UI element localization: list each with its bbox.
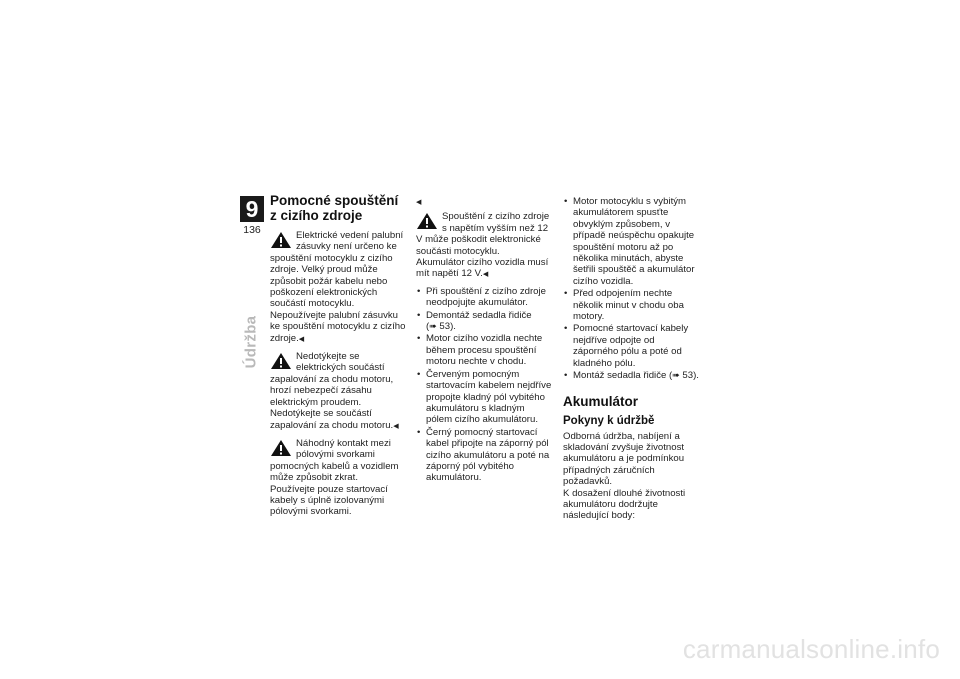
chapter-title: Údržba: [242, 315, 260, 369]
instruction-text: Nepoužívejte palubní zásuvku ke spouštění motocyklu z cizího zdroje.◀: [270, 309, 406, 344]
chapter-tab: [240, 196, 264, 222]
end-mark-icon: ◀: [393, 422, 399, 430]
end-mark-icon: ◀: [298, 335, 305, 343]
instruction-text-continued: Používejte pouze startovací kabely s úplně izolovanými pólovými svorkami.: [270, 483, 388, 518]
instruction-text: Nedotýkejte se součástí zapalování za chodu motoru.◀: [270, 408, 399, 431]
steps-list: [416, 286, 553, 484]
warning-triangle-icon: [270, 352, 292, 370]
list-item: • Motor motocyklu s vybitým akumulátorem spusťte obvyklým způsobem, v případě neúspěchu opakujte spouštění motoru až po několika minutách, abyste šetřili spouštěč a akumulátor cizího vozidla.: [563, 196, 701, 287]
warning-text: Spouštění z cizího zdroje s napětím vyšším než 12 V může poškodit elektronické součásti motocyklu.: [416, 211, 550, 257]
warning-block-voltage: [416, 211, 553, 257]
list-item: • Montáž sedadla řidiče (➠ 53).: [563, 370, 701, 381]
page-ref-link[interactable]: 53: [682, 370, 694, 382]
page-ref-arrow-icon: ➠: [429, 321, 437, 332]
page-number: 136: [243, 224, 261, 236]
warning-triangle-icon: [416, 212, 438, 230]
list-item: • Motor cizího vozidla nechte během procesu spouštění motoru nechte v chodu.: [416, 333, 553, 367]
steps-list: [563, 196, 701, 382]
watermark: carmanualsonline.info: [682, 634, 940, 664]
column-2: [416, 196, 553, 485]
instruction-text: Akumulátor cizího vozidla musí mít napětí 12 V.◀: [416, 257, 549, 280]
list-item: • Před odpojením nechte několik minut v chodu oba motory.: [563, 288, 701, 322]
warning-text: Elektrické vedení palubní zásuvky není určeno ke spouštění motocyklu z cizího zdroje. Velký proud může způsobit požár kabelu nebo poškození elektronických součástí motocyklu.: [270, 230, 404, 310]
list-item: • Červeným pomocným startovacím kabelem nejdříve propojte kladný pól vybitého akumulátoru s kladným pólem cizího akumulátoru.: [416, 369, 553, 426]
warning-block-socket: [270, 230, 407, 310]
warning-text: Náhodný kontakt mezi pólovými svorkami pomocných kabelů a vozidlem může způsobit zkrat.: [270, 437, 399, 484]
end-mark-icon: ◀: [482, 271, 489, 279]
chapter-number: 9: [245, 196, 259, 222]
warning-block-ignition: [270, 351, 407, 408]
warning-triangle-icon: [270, 439, 292, 457]
warning-triangle-icon: [270, 231, 292, 249]
end-mark-icon: ◀: [416, 199, 422, 206]
section-heading-jump-start: Pomocné spouštění z cizího zdroje: [270, 193, 399, 223]
page-ref-arrow-icon: ➠: [672, 370, 680, 381]
page-ref-link[interactable]: 53: [439, 321, 451, 333]
warning-block-short-circuit: [270, 438, 407, 484]
column-1: [270, 193, 407, 518]
section-heading-battery: Akumulátor: [563, 393, 639, 409]
continued-text-end: [416, 196, 553, 208]
list-item: • Černý pomocný startovací kabel připojte na záporný pól cizího akumulátoru a poté na záporný pól vybitého akumulátoru.: [416, 427, 553, 484]
list-item: • Pomocné startovací kabely nejdříve odpojte od záporného pólu a poté od kladného pólu.: [563, 323, 701, 369]
column-3: [563, 196, 701, 522]
subheading-maintenance: Pokyny k údržbě: [563, 414, 655, 427]
chapter-side-label: [241, 312, 261, 372]
paragraph: K dosažení dlouhé životnosti akumulátoru dodržujte následující body:: [563, 487, 686, 522]
list-item: • Při spouštění z cizího zdroje neodpojujte akumulátor.: [416, 286, 553, 309]
warning-text: Nedotýkejte se elektrických součástí zapalování za chodu motoru, hrozí nebezpečí zásahu elektrickým proudem.: [270, 351, 394, 408]
paragraph: Odborná údržba, nabíjení a skladování zvyšuje životnost akumulátoru a je podmínkou případných záručních požadavků.: [563, 430, 685, 488]
list-item: • Demontáž sedadla řidiče (➠ 53).: [416, 310, 553, 333]
